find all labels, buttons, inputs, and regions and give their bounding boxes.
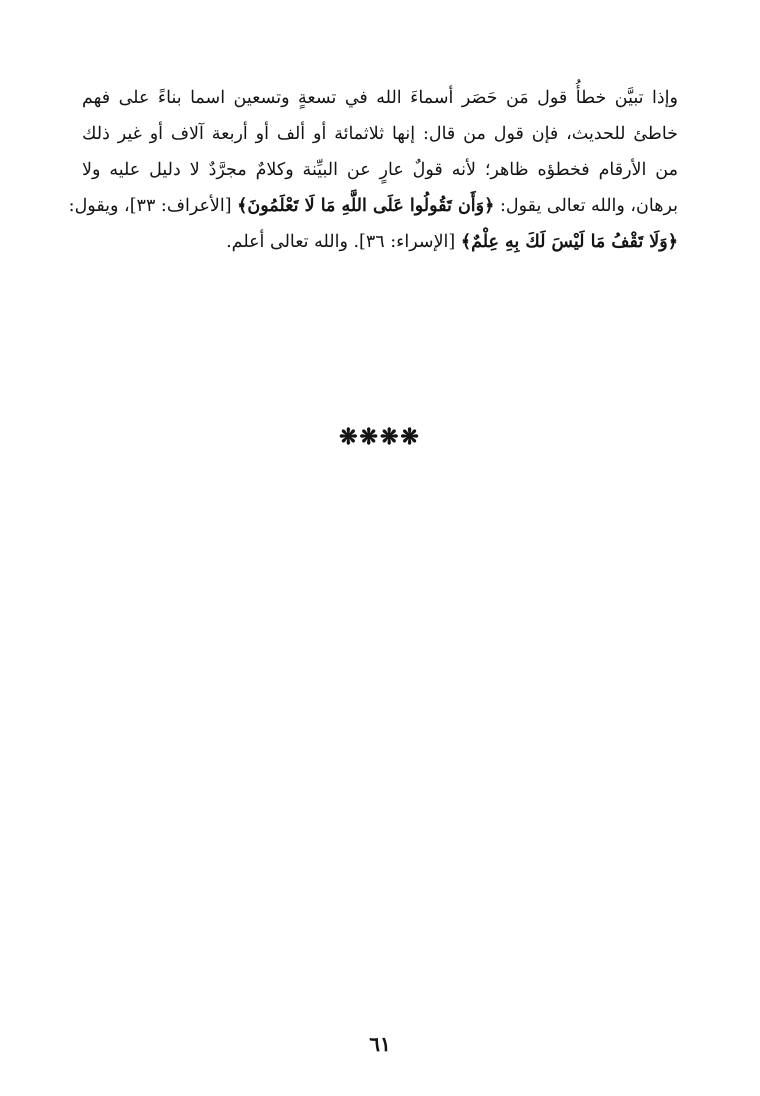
paragraph-line-5 [82,224,678,260]
verse-reference-al-araf: [الأعراف: ٣٣]، ويقول: [68,196,238,216]
paragraph-line-1: وإذا تبيَّن خطأُ قول مَن حَصَر أسماءَ الله في تسعةٍ وتسعين اسما بناءً على فهم [82,88,678,108]
verse-reference-al-isra: [الإسراء: ٣٦]. والله تعالى أعلم. [226,232,461,252]
section-separator-ornament: ❋❋❋❋ [339,424,421,450]
line-4-text: برهان، والله تعالى يقول: [494,196,678,216]
quran-verse-al-isra: ﴿وَلَا تَقْفُ مَا لَيْسَ لَكَ بِهِ عِلْمٌ﴾ [460,232,678,252]
paragraph-line-2: خاطئ للحديث، فإن قول من قال: إنها ثلاثمائة أو ألف أو أربعة آلاف أو غير ذلك [82,124,678,144]
body-paragraph [68,80,678,260]
paragraph-line-4 [68,188,678,224]
quran-verse-al-araf: ﴿وَأَن تَقُولُوا عَلَى اللَّهِ مَا لَا تَعْلَمُونَ﴾ [237,196,495,216]
paragraph-line-3: من الأرقام فخطؤه ظاهر؛ لأنه قولٌ عارٍ عن البيِّنة وكلامٌ مجرَّدٌ لا دليل عليه ولا [82,160,678,180]
page-number: ٦١ [369,1032,391,1056]
